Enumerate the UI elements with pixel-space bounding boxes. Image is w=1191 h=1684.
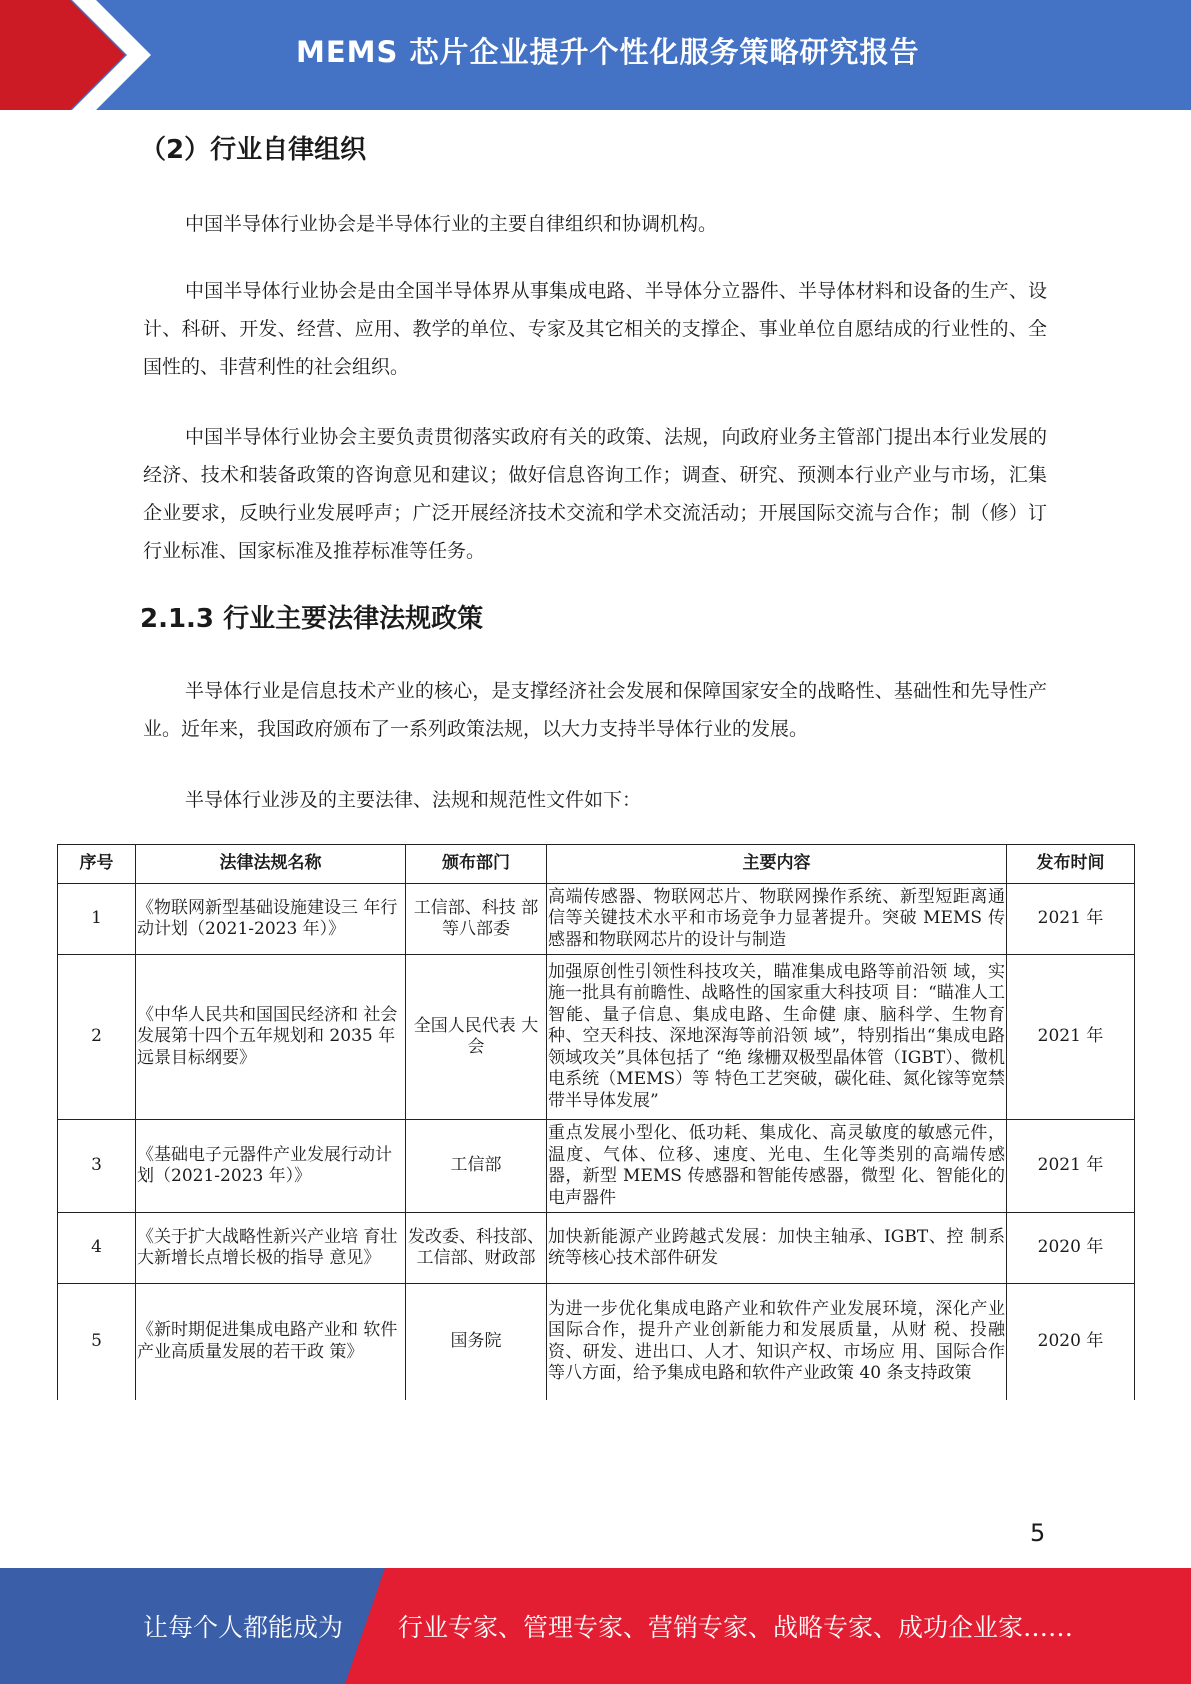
- paragraph: 中国半导体行业协会是由全国半导体界从事集成电路、半导体分立器件、半导体材料和设备的生产、设计、科研、开发、经营、应用、教学的单位、专家及其它相关的支撑企、事业单位自愿结成的行业性的、全国性的、非营利性的社会组织。: [143, 280, 1047, 378]
- table-row: [58, 955, 1135, 1120]
- cell-no: 2: [58, 955, 136, 1120]
- page-number: 5: [1030, 1519, 1046, 1547]
- col-header-no: 序号: [58, 845, 136, 884]
- report-title: MEMS 芯片企业提升个性化服务策略研究报告: [296, 35, 920, 69]
- cell-date: 2021 年: [1007, 884, 1135, 955]
- section-heading-laws: 2.1.3 行业主要法律法规政策: [140, 604, 484, 634]
- cell-dept: 工信部、科技 部等八部委: [406, 884, 547, 955]
- cell-dept: 工信部: [406, 1120, 547, 1213]
- cell-date: 2021 年: [1007, 955, 1135, 1120]
- cell-content: 加快新能源产业跨越式发展：加快主轴承、IGBT、控 制系统等核心技术部件研发: [547, 1213, 1007, 1284]
- table-row: [58, 884, 1135, 955]
- paragraph: 半导体行业涉及的主要法律、法规和规范性文件如下：: [185, 789, 642, 811]
- table-row: [58, 1284, 1135, 1400]
- cell-name: 《新时期促进集成电路产业和 软件产业高质量发展的若干政 策》: [136, 1284, 406, 1400]
- paragraph: 半导体行业是信息技术产业的核心，是支撑经济社会发展和保障国家安全的战略性、基础性和先导性产业。近年来，我国政府颁布了一系列政策法规，以大力支持半导体行业的发展。: [143, 680, 1047, 740]
- cell-date: 2020 年: [1007, 1213, 1135, 1284]
- cell-name: 《关于扩大战略性新兴产业培 育壮大新增长点增长极的指导 意见》: [136, 1213, 406, 1284]
- col-header-content: 主要内容: [547, 845, 1007, 884]
- cell-dept: 国务院: [406, 1284, 547, 1400]
- cell-name: 《中华人民共和国国民经济和 社会发展第十四个五年规划和 2035 年远景目标纲要》: [136, 955, 406, 1120]
- page-header: [0, 0, 1191, 110]
- cell-date: 2020 年: [1007, 1284, 1135, 1400]
- cell-dept: 全国人民代表 大会: [406, 955, 547, 1120]
- cell-content: 加强原创性引领性科技攻关，瞄准集成电路等前沿领 域，实施一批具有前瞻性、战略性的国家重大科技项 目：“瞄准人工智能、量子信息、集成电路、生命健 康、脑科学、生物育种、空天科技、深地深海等前沿领 域”，特别指出“集成电路领域攻关”具体包括了 “绝 缘栅双极型晶体管（IGBT）、微机电系统（MEMS）等 特色工艺突破，碳化硅、氮化镓等宽禁带半导体发展”: [547, 955, 1007, 1120]
- cell-no: 5: [58, 1284, 136, 1400]
- cell-date: 2021 年: [1007, 1120, 1135, 1213]
- cell-name: 《基础电子元器件产业发展行动计划（2021-2023 年）》: [136, 1120, 406, 1213]
- table-row: [58, 1120, 1135, 1213]
- table-row: [58, 1213, 1135, 1284]
- section-heading-self-regulation: （2）行业自律组织: [140, 135, 367, 165]
- footer-slogan-left: 让每个人都能成为: [143, 1613, 344, 1642]
- col-header-name: 法律法规名称: [136, 845, 406, 884]
- page-footer: [0, 1568, 1191, 1684]
- cell-no: 4: [58, 1213, 136, 1284]
- cell-content: 高端传感器、物联网芯片、物联网操作系统、新型短距离通信等关键技术水平和市场竞争力显著提升。突破 MEMS 传感器和物联网芯片的设计与制造: [547, 884, 1007, 955]
- cell-no: 3: [58, 1120, 136, 1213]
- col-header-dept: 颁布部门: [406, 845, 547, 884]
- laws-table: [57, 844, 1135, 1400]
- table-header-row: [58, 845, 1135, 884]
- paragraph: 中国半导体行业协会是半导体行业的主要自律组织和协调机构。: [185, 213, 718, 235]
- paragraph: 中国半导体行业协会主要负责贯彻落实政府有关的政策、法规，向政府业务主管部门提出本行业发展的经济、技术和装备政策的咨询意见和建议；做好信息咨询工作；调查、研究、预测本行业产业与市场，汇集企业要求，反映行业发展呼声；广泛开展经济技术交流和学术交流活动；开展国际交流与合作；制（修）订行业标准、国家标准及推荐标准等任务。: [143, 426, 1047, 562]
- cell-no: 1: [58, 884, 136, 955]
- cell-dept: 发改委、科技部、工信部、财政部: [406, 1213, 547, 1284]
- col-header-date: 发布时间: [1007, 845, 1135, 884]
- cell-content: 为进一步优化集成电路产业和软件产业发展环境，深化产业国际合作，提升产业创新能力和发展质量，从财 税、投融资、研发、进出口、人才、知识产权、市场应 用、国际合作等八方面，给予集成电路和软件产业政策 40 条支持政策: [547, 1284, 1007, 1400]
- footer-slogan-right: 行业专家、管理专家、营销专家、战略专家、成功企业家……: [398, 1613, 1074, 1642]
- cell-name: 《物联网新型基础设施建设三 年行动计划（2021-2023 年）》: [136, 884, 406, 955]
- cell-content: 重点发展小型化、低功耗、集成化、高灵敏度的敏感元件，温度、气体、位移、速度、光电、生化等类别的高端传感器，新型 MEMS 传感器和智能传感器，微型 化、智能化的电声器件: [547, 1120, 1007, 1213]
